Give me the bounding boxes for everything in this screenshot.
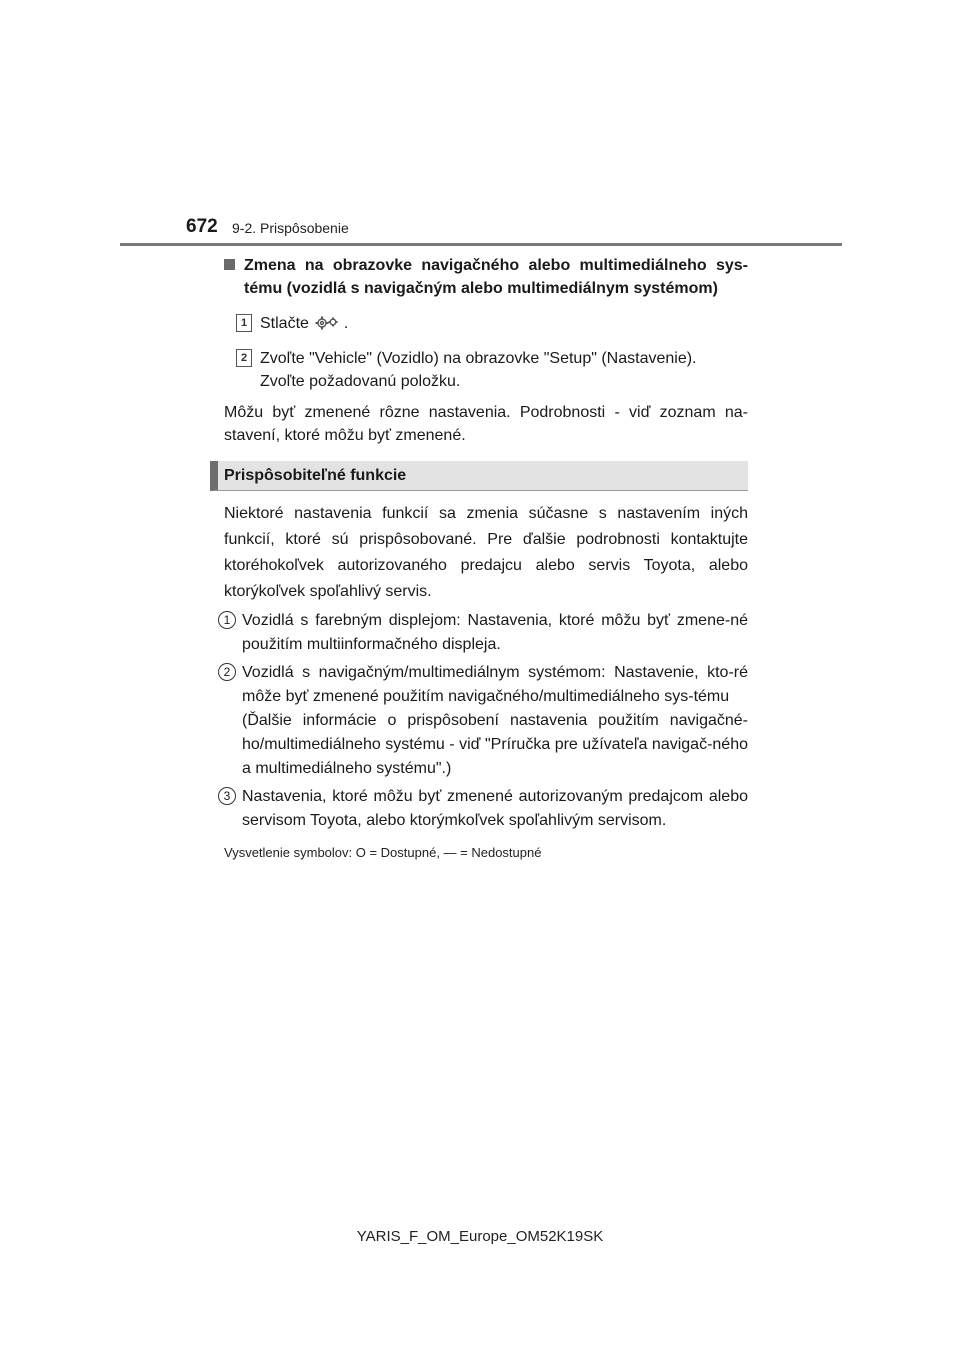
list-item bbox=[224, 609, 748, 657]
list-item bbox=[224, 785, 748, 833]
description-paragraph: Môžu byť zmenené rôzne nastavenia. Podrobnosti - viď zoznam na-stavení, ktoré môžu byť zmenené. bbox=[224, 404, 748, 444]
subheading bbox=[224, 254, 748, 300]
step-1 bbox=[224, 312, 748, 335]
subheading-text: Zmena na obrazovke navigačného alebo multimediálneho sys-tému (vozidlá s navigačným alebo multimediálnym systémom) bbox=[244, 257, 748, 297]
footer-code: YARIS_F_OM_Europe_OM52K19SK bbox=[356, 1228, 604, 1245]
list-item bbox=[224, 661, 748, 781]
step-text-line1: Zvoľte "Vehicle" (Vozidlo) na obrazovke "Setup" (Nastavenie). bbox=[260, 350, 697, 367]
list-item-note: (Ďalšie informácie o prispôsobení nastavenia použitím navigačné-ho/multimediálneho systému - viď "Príručka pre užívateľa navigač-ného a multimediálneho systému".) bbox=[242, 712, 748, 777]
step-text: Stlačte bbox=[260, 315, 314, 332]
symbol-legend: Vysvetlenie symbolov: O = Dostupné, — = Nedostupné bbox=[224, 845, 542, 860]
circled-number: 1 bbox=[218, 611, 236, 629]
page-number: 672 bbox=[186, 216, 218, 237]
section-header: 9-2. Prispôsobenie bbox=[232, 220, 349, 236]
header-rule bbox=[120, 243, 842, 246]
list-item-text: Vozidlá s farebným displejom: Nastavenia, ktoré môžu byť zmene-né použitím multiinformačného displeja. bbox=[242, 612, 748, 653]
gear-icon bbox=[313, 315, 339, 331]
page-content bbox=[224, 254, 748, 864]
step-number: 1 bbox=[236, 314, 252, 332]
list-item-text: Nastavenia, ktoré môžu byť zmenené autorizovaným predajcom alebo servisom Toyota, alebo ktorýmkoľvek spoľahlivým servisom. bbox=[242, 788, 748, 829]
intro-paragraph: Niektoré nastavenia funkcií sa zmenia súčasne s nastavením iných funkcií, ktoré sú prispôsobované. Pre ďalšie podrobnosti kontaktujte ktoréhokoľvek autorizovaného predajcu alebo servis Toyota, alebo ktorýkoľvek spoľahlivý servis. bbox=[224, 505, 748, 600]
circled-number: 3 bbox=[218, 787, 236, 805]
circled-number: 2 bbox=[218, 663, 236, 681]
square-bullet-icon bbox=[224, 259, 235, 270]
step-2 bbox=[224, 347, 748, 393]
step-number: 2 bbox=[236, 349, 252, 367]
section-title: Prispôsobiteľné funkcie bbox=[210, 461, 748, 491]
step-text-line2: Zvoľte požadovanú položku. bbox=[260, 373, 461, 390]
step-text-end: . bbox=[343, 315, 349, 332]
list-item-text: Vozidlá s navigačným/multimediálnym systémom: Nastavenie, kto-ré môže byť zmenené použitím navigačného/multimediálneho sys-tému bbox=[242, 664, 748, 705]
